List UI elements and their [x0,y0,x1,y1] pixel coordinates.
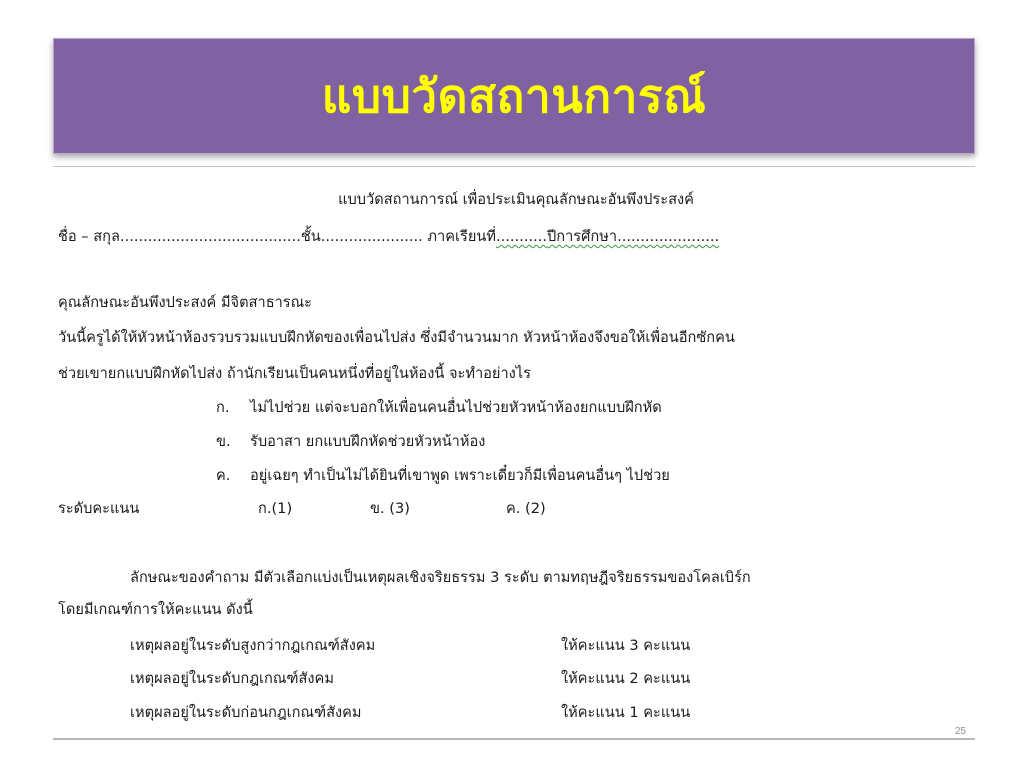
trait-line: คุณลักษณะอันพึงประสงค์ มีจิตสาธารณะ [58,294,313,311]
option-c-text: อยู่เฉยๆ ทำเป็นไม่ได้ยินที่เขาพูด เพราะเดี๋ยวก็มีเพื่อนคนอื่นๆ ไปช่วย [250,467,670,484]
student-info-line [58,227,719,247]
name-class-semester-fields: ชื่อ – สกุล.......................................ชั้น...................... ภาคเรียนที่ [58,228,496,245]
semester-blank: ........... [495,228,548,245]
explanation-line-2: โดยมีเกณฑ์การให้คะแนน ดังนี้ [58,601,253,618]
document-body [58,182,974,730]
score-label: ระดับคะแนน [58,500,140,517]
document-heading: แบบวัดสถานการณ์ เพื่อประเมินคุณลักษณะอันพึงประสงค์ [338,191,694,208]
criterion-1-score: ให้คะแนน 3 คะแนน [561,637,691,654]
scenario-line-2: ช่วยเขายกแบบฝึกหัดไปส่ง ถ้านักเรียนเป็นคนหนึ่งที่อยู่ในห้องนี้ จะทำอย่างไร [58,365,531,382]
bottom-divider [53,738,975,740]
option-b-marker: ข. [216,433,231,450]
title-bar [53,38,975,154]
academic-year-blank: ...................... [617,228,720,245]
slide-title: แบบวัดสถานการณ์ [321,68,707,123]
option-b-text: รับอาสา ยกแบบฝึกหัดช่วยหัวหน้าห้อง [250,433,486,450]
explanation-line-1: ลักษณะของคำถาม มีตัวเลือกแบ่งเป็นเหตุผลเชิงจริยธรรม 3 ระดับ ตามทฤษฎีจริยธรรมของโคลเบิร์ก [130,569,751,586]
score-option-c: ค. (2) [506,500,546,517]
criterion-3-reason: เหตุผลอยู่ในระดับก่อนกฎเกณฑ์สังคม [130,704,362,721]
academic-year-label: ปีการศึกษา [547,228,618,245]
criterion-2-score: ให้คะแนน 2 คะแนน [561,670,691,687]
option-a-marker: ก. [216,399,230,416]
option-a-text: ไม่ไปช่วย แต่จะบอกให้เพื่อนคนอื่นไปช่วยหัวหน้าห้องยกแบบฝึกหัด [250,399,662,416]
score-option-a: ก.(1) [258,500,293,517]
criterion-3-score: ให้คะแนน 1 คะแนน [561,704,691,721]
scenario-line-1: วันนี้ครูได้ให้หัวหน้าห้องรวบรวมแบบฝึกหัดของเพื่อนไปส่ง ซึ่งมีจำนวนมาก หัวหน้าห้องจึงขอให้เพื่อนอีกซักคน [58,329,735,346]
criterion-1-reason: เหตุผลอยู่ในระดับสูงกว่ากฎเกณฑ์สังคม [130,637,376,654]
page-number: 25 [954,726,966,737]
top-divider [53,166,975,167]
score-option-b: ข. (3) [370,500,410,517]
criterion-2-reason: เหตุผลอยู่ในระดับกฎเกณฑ์สังคม [130,670,334,687]
option-c-marker: ค. [216,467,231,484]
